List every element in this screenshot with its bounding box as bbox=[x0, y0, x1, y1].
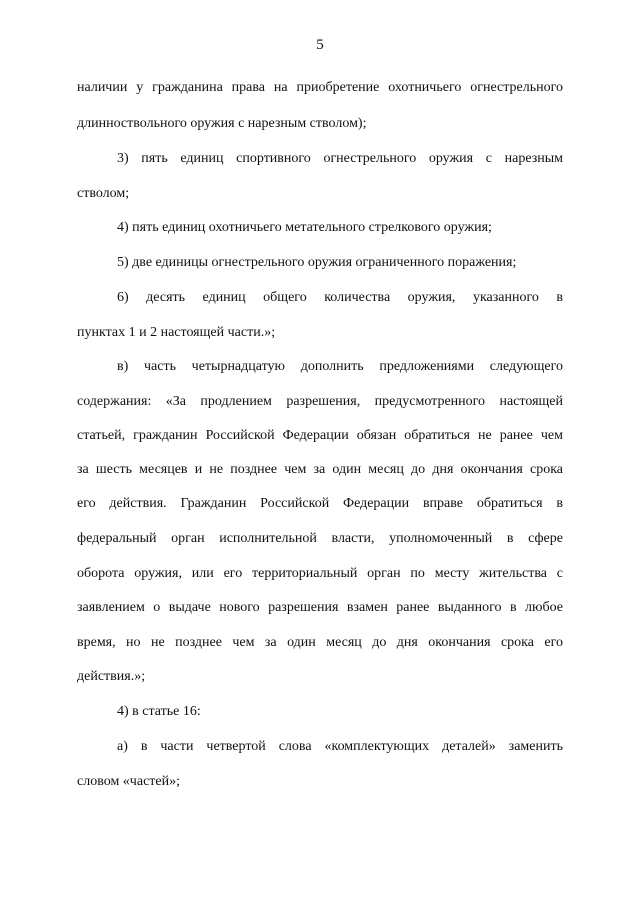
text-line: статьей, гражданин Российской Федерации обязан обратиться не ранее чем bbox=[77, 428, 563, 443]
text-line: длинноствольного оружия с нарезным стволом); bbox=[77, 116, 367, 131]
text-line: время, но не позднее чем за один месяц до дня окончания срока его bbox=[77, 635, 563, 650]
text-line: а) в части четвертой слова «комплектующих деталей» заменить bbox=[117, 739, 563, 754]
text-line: федеральный орган исполнительной власти, уполномоченный в сфере bbox=[77, 531, 563, 546]
text-line: пунктах 1 и 2 настоящей части.»; bbox=[77, 325, 276, 340]
text-line: 4) пять единиц охотничьего метательного стрелкового оружия; bbox=[117, 220, 492, 235]
text-line: его действия. Гражданин Российской Федерации вправе обратиться в bbox=[77, 496, 563, 511]
text-line: 5) две единицы огнестрельного оружия ограниченного поражения; bbox=[117, 255, 517, 270]
text-line: за шесть месяцев и не позднее чем за один месяц до дня окончания срока bbox=[77, 462, 563, 477]
text-line: 3) пять единиц спортивного огнестрельного оружия с нарезным bbox=[117, 151, 563, 166]
text-line: заявлением о выдаче нового разрешения взамен ранее выданного в любое bbox=[77, 600, 563, 615]
text-line: стволом; bbox=[77, 186, 130, 201]
text-line: содержания: «За продлением разрешения, предусмотренного настоящей bbox=[77, 394, 563, 409]
text-line: оборота оружия, или его территориальный орган по месту жительства с bbox=[77, 566, 563, 581]
text-line: наличии у гражданина права на приобретение охотничьего огнестрельного bbox=[77, 80, 563, 95]
text-line: словом «частей»; bbox=[77, 774, 180, 789]
page-number: 5 bbox=[316, 37, 324, 53]
text-line: действия.»; bbox=[77, 669, 146, 684]
text-line: в) часть четырнадцатую дополнить предложениями следующего bbox=[117, 359, 563, 374]
text-line: 4) в статье 16: bbox=[117, 704, 201, 719]
text-line: 6) десять единиц общего количества оружия, указанного в bbox=[117, 290, 563, 305]
